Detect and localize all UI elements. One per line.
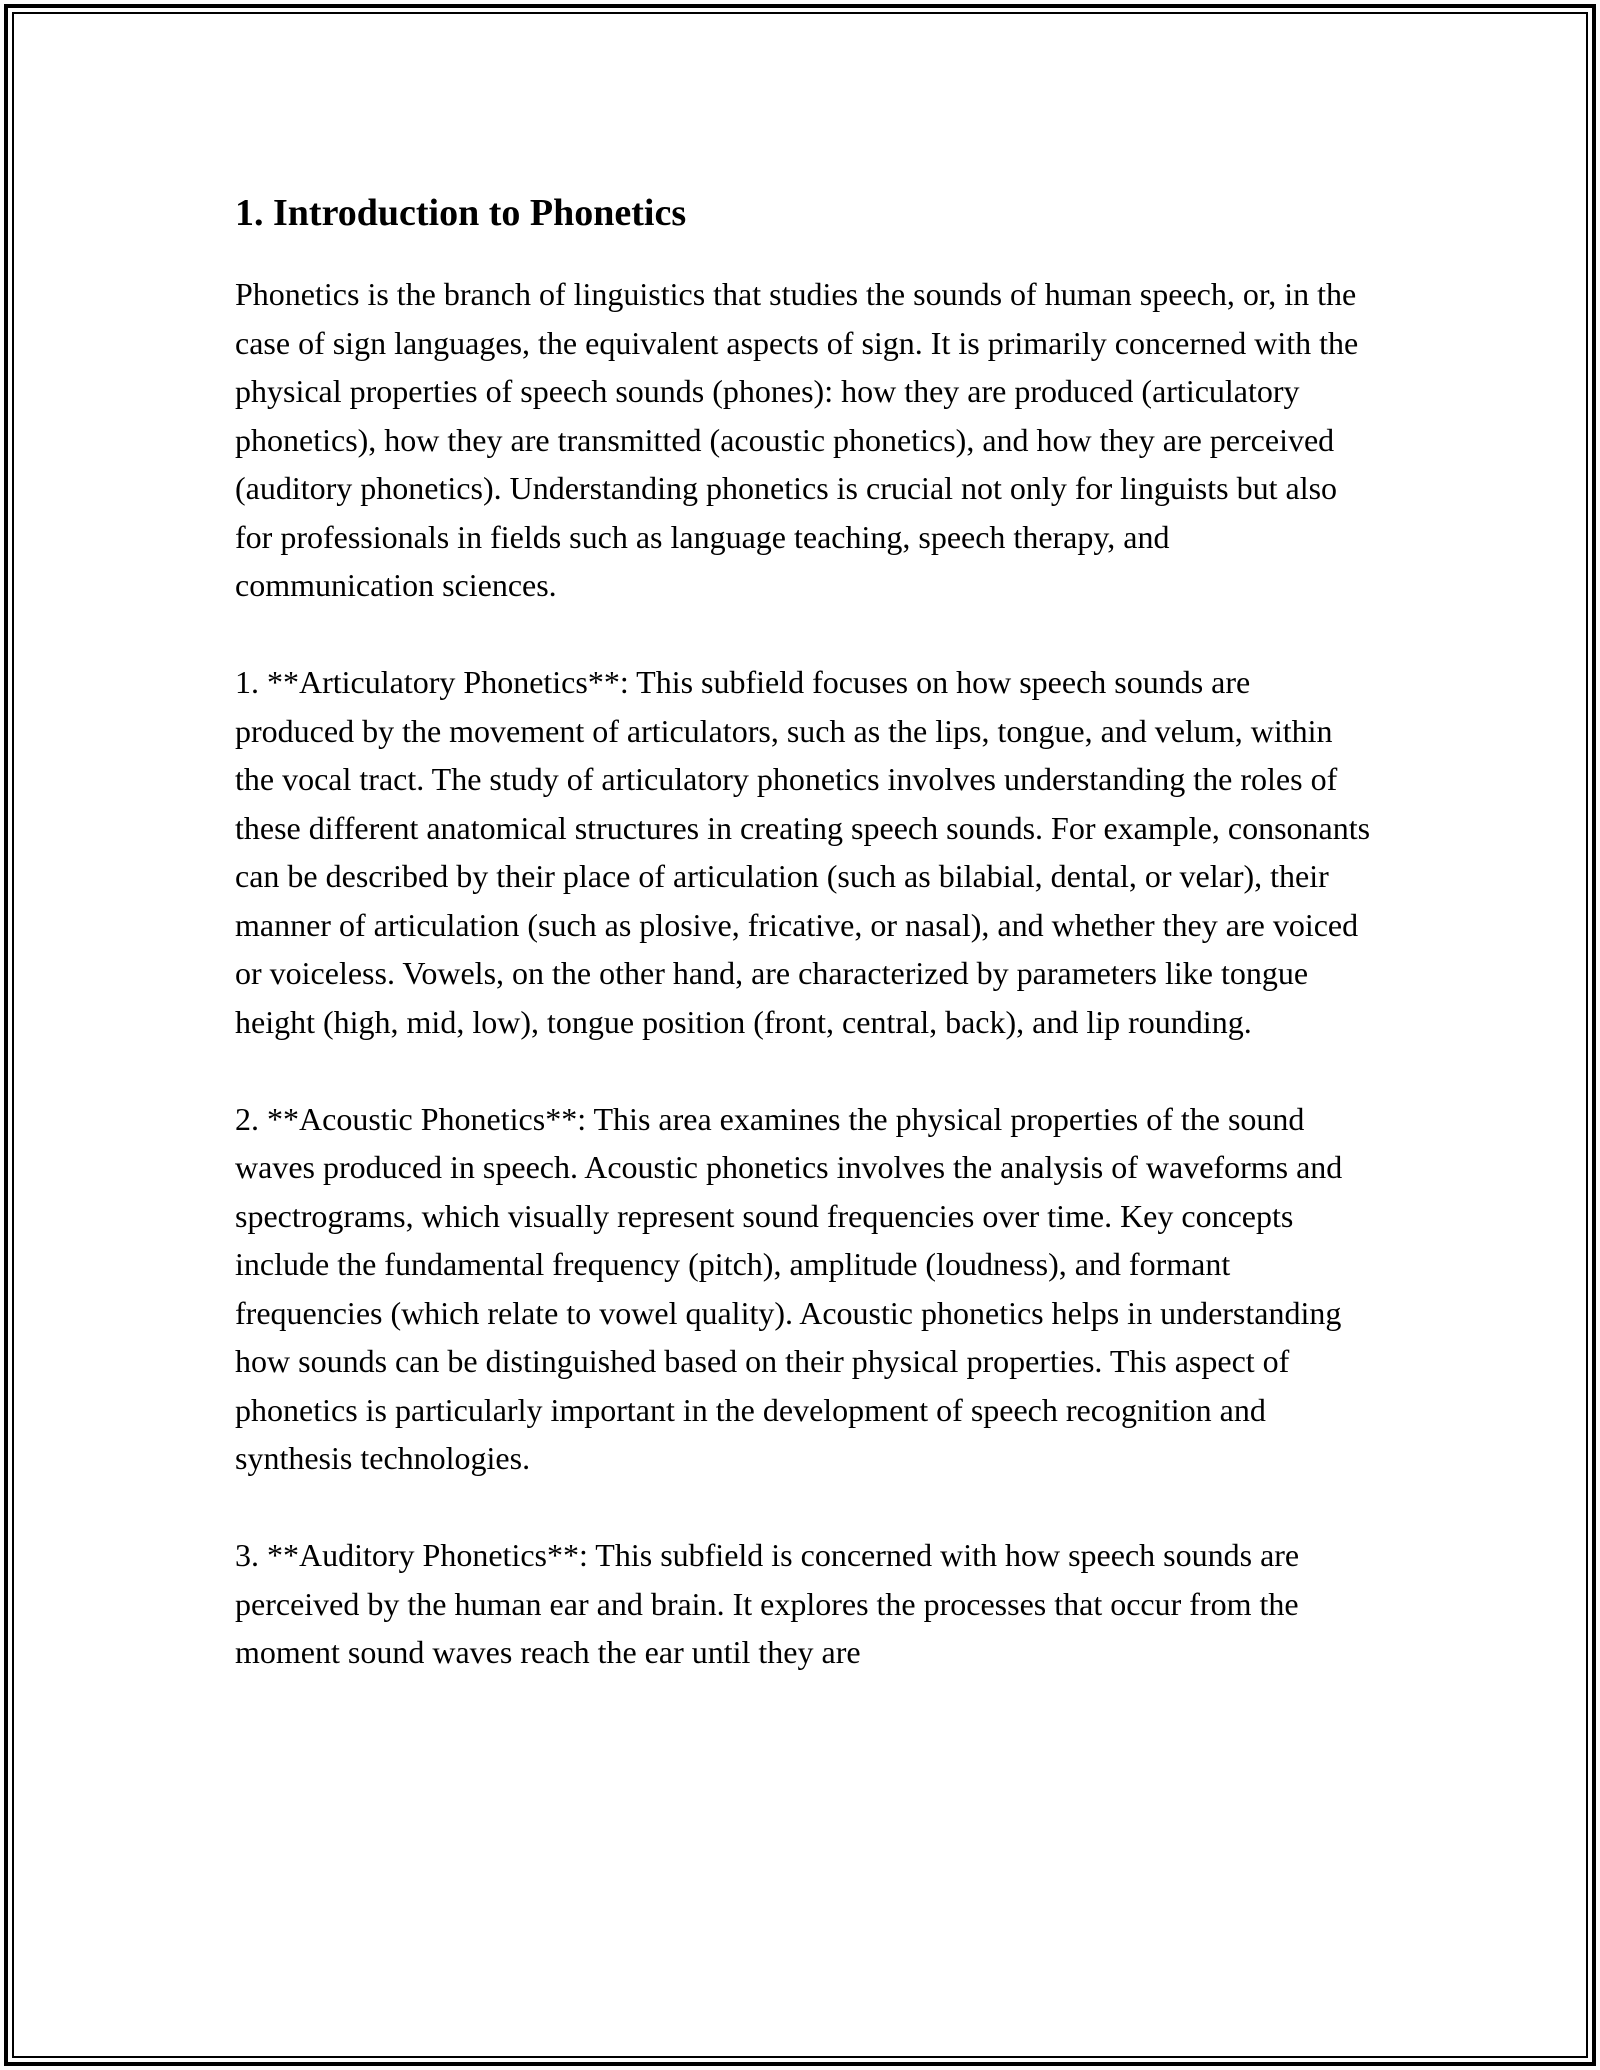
intro-paragraph: Phonetics is the branch of linguistics that studies the sounds of human speech, or, in the case of sign languages, the equivalent aspects of sign. It is primarily concerned with the physical properties of speech sounds (phones): how they are produced (articulatory phonetics), how they are transmitted (acoustic phonetics), and how they are perceived (auditory phonetics). Understanding phonetics is crucial not only for linguists but also for professionals in fields such as language teaching, speech therapy, and communication sciences.: [235, 276, 1359, 603]
acoustic-paragraph: 2. **Acoustic Phonetics**: This area examines the physical properties of the sound waves produced in speech. Acoustic phonetics involves the analysis of waveforms and spectrograms, which visually represent sound frequencies over time. Key concepts include the fundamental frequency (pitch), amplitude (loudness), and formant frequencies (which relate to vowel quality). Acoustic phonetics helps in understanding how sounds can be distinguished based on their physical properties. This aspect of phonetics is particularly important in the development of speech recognition and synthesis technologies.: [235, 1100, 1343, 1476]
section-heading: 1. Introduction to Phonetics: [235, 192, 687, 234]
articulatory-paragraph: 1. **Articulatory Phonetics**: This subfield focuses on how speech sounds are produced by the movement of articulators, such as the lips, tongue, and velum, within the vocal tract. The study of articulatory phonetics involves understanding the roles of these different anatomical structures in creating speech sounds. For example, consonants can be described by their place of articulation (such as bilabial, dental, or velar), their manner of articulation (such as plosive, fricative, or nasal), and whether they are voiced or voiceless. Vowels, on the other hand, are characterized by parameters like tongue height (high, mid, low), tongue position (front, central, back), and lip rounding.: [235, 664, 1371, 1040]
auditory-paragraph: 3. **Auditory Phonetics**: This subfield is concerned with how speech sounds are perceived by the human ear and brain. It explores the processes that occur from the moment sound waves reach the ear until they are: [235, 1537, 1300, 1670]
document-body: [235, 186, 1375, 1725]
